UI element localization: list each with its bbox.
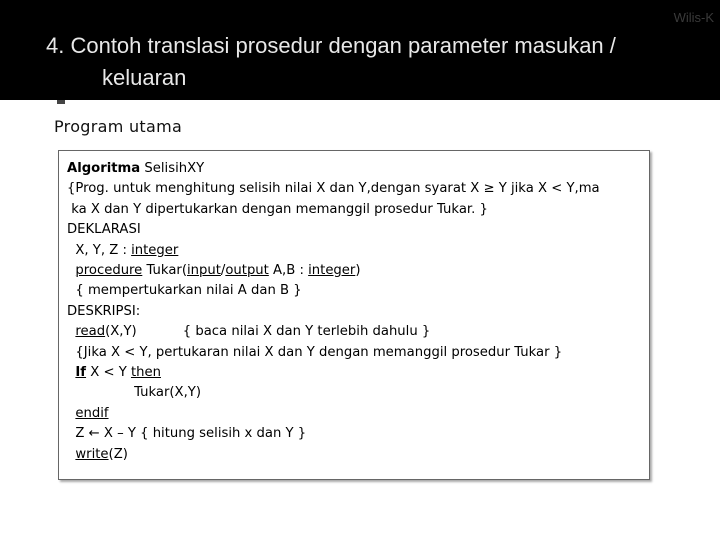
code-text: X < Y — [86, 365, 131, 381]
code-line-6 — [67, 261, 649, 281]
code-keyword: then — [130, 365, 161, 381]
code-keyword: endif — [75, 405, 109, 421]
code-type: integer — [308, 263, 356, 279]
code-line-12: Tukar(X,Y) — [67, 385, 201, 401]
section-subtitle: Program utama — [54, 117, 183, 136]
code-keyword: input — [186, 263, 221, 279]
code-text: Tukar( — [142, 263, 187, 279]
code-type: integer — [131, 242, 179, 258]
code-line-5 — [67, 241, 649, 261]
code-line-4: DEKLARASI — [67, 222, 141, 238]
code-text: X, Y, Z : — [67, 242, 132, 258]
code-line-9 — [67, 322, 649, 342]
code-line-2: {Prog. untuk menghitung selisih nilai X dan Y,dengan syarat X ≥ Y jika X < Y,ma — [67, 181, 600, 197]
code-text: (Z) — [108, 446, 128, 462]
code-line-10: {Jika X < Y, pertukaran nilai X dan Y dengan memanggil prosedur Tukar } — [67, 344, 563, 360]
code-text: SelisihXY — [140, 161, 205, 176]
code-line-15 — [67, 445, 649, 465]
slide-title-line2: keluaran — [102, 65, 187, 90]
code-line-8: DESKRIPSI: — [67, 303, 141, 319]
code-text: / — [220, 263, 226, 279]
code-line-13 — [67, 404, 649, 424]
code-line-7: { mempertukarkan nilai A dan B } — [67, 283, 302, 299]
code-line-1 — [67, 159, 649, 179]
code-function: write — [75, 446, 109, 462]
slide-title — [46, 30, 686, 94]
bullet-marker — [57, 100, 65, 104]
code-keyword: procedure — [75, 263, 143, 279]
algorithm-code-box — [58, 150, 650, 480]
code-line-14: Z ← X – Y { hitung selisih x dan Y } — [67, 426, 307, 442]
code-text: (X,Y) { baca nilai X dan Y terlebih dahulu } — [105, 324, 431, 340]
code-keyword: If — [75, 365, 87, 381]
code-keyword: output — [225, 263, 269, 279]
code-keyword: Algoritma — [67, 161, 141, 176]
slide-title-line1: 4. Contoh translasi prosedur dengan parameter masukan / — [46, 33, 616, 58]
watermark: Wilis-K — [673, 10, 714, 25]
code-line-3: ka X dan Y dipertukarkan dengan memanggil prosedur Tukar. } — [67, 201, 488, 217]
code-text: A,B : — [268, 263, 309, 279]
code-text: ) — [355, 263, 361, 279]
code-function: read — [75, 324, 106, 340]
code-line-11 — [67, 363, 649, 383]
